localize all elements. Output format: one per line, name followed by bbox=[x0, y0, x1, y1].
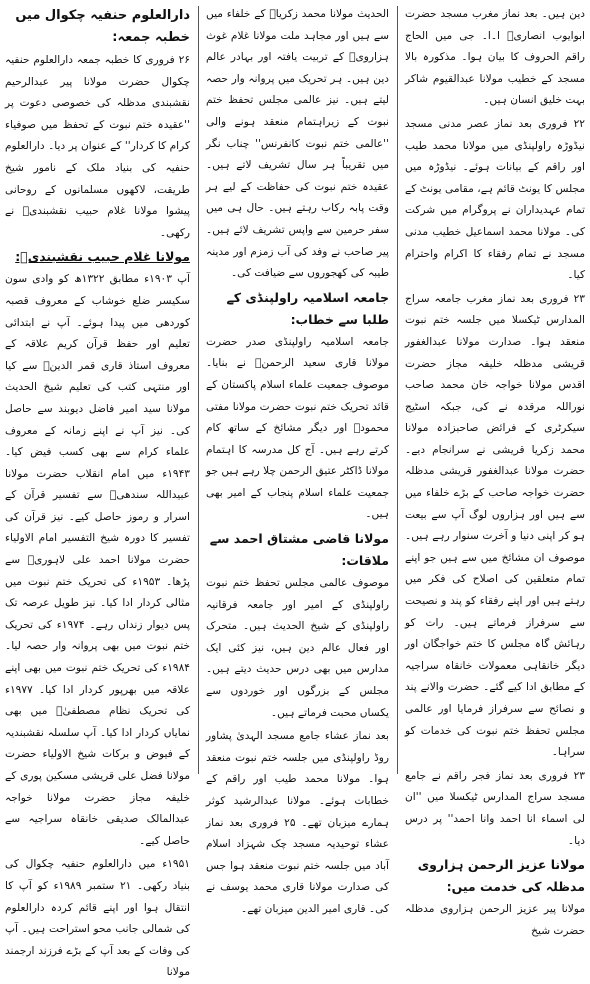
section-heading: مولانا قاضی مشتاق احمد سے ملاقات: bbox=[209, 531, 389, 569]
column-right bbox=[400, 0, 590, 937]
section-heading: مولانا غلام حبیب نقشبندیؒ: bbox=[15, 249, 190, 265]
paragraph: موصوف عالمی مجلس تحفظ ختم نبوت راولپنڈی کے امیر اور جامعہ فرقانیہ راولپنڈی کے شیخ الحدیث ہیں۔ متحرک اور فعال عالم دین ہیں، نیز کئی ایک مدارس میں بھی درس حدیث دیتے ہیں۔ مجلس کے بزرگوں اور خوردوں سے یکساں محبت فرماتے ہیں۔ bbox=[206, 577, 389, 719]
paragraph: ۲۲ فروری بعد نماز عصر مدنی مسجد نیڈوڑہ راولپنڈی میں مولانا محمد طیب اور راقم کے بیانات ہوئے۔ نیڈوڑہ میں مجلس کا یونٹ قائم ہے، مقامی یونٹ کے تمام عہدیداران نے پروگرام میں شرکت کی۔ مولانا محمد اسماعیل خطیب مدنی مسجد نے تمام رفقاء کا اکرام واحترام کیا۔ bbox=[405, 117, 585, 282]
column-left bbox=[0, 0, 195, 979]
section-heading: دارالعلوم حنفیہ چکوال میں خطبہ جمعہ: bbox=[15, 8, 190, 45]
paragraph: ۲۳ فروری بعد نماز مغرب جامعہ سراج المدارس ٹیکسلا میں جلسہ ختم نبوت منعقد ہوا۔ صدارت مولانا عبدالغفور قریشی مدظلہ خلیفہ مجاز حضرت اقدس مولانا خواجہ خان محمد صاحب نوراللہ مرقدہ نے کی، جبکہ اسٹیج سیکرٹری کے فرائض صاحبزادہ مولانا محمد زکریا قریشی نے سرانجام دیے۔ حضرت مولانا عبدالغفور قریشی مدظلہ حضرت خواجہ صاحب کے بڑے خلفاء میں سے ہیں اور ہزاروں لوگ آپ سے بیعت ہو کر اپنی دنیا و آخرت سنوار رہے ہیں۔ موصوف ان مشائخ میں سے ہیں جو اپنے تمام متعلقین کی اصلاح کی فکر میں رہتے ہیں اور اپنے رفقاء کو پند و نصیحت سے سرفراز فرماتے ہیں۔ رات کو رہائش گاہ مجلس کا ختم خواجگان اور دیگر خانقاہی معمولات خانقاہ سراجیہ کے مطابق ادا کیے گئے۔ حضرت والانے پند و نصائح سے سرفراز فرمایا اور عالمی مجلس تحفظ ختم نبوت کی خدمات کو سراہا۔ bbox=[405, 292, 585, 759]
paragraph: بعد نماز عشاء جامع مسجد الہدیٰ پشاور روڈ راولپنڈی میں جلسہ ختم نبوت منعقد ہوا۔ مولانا محمد طیب اور راقم کے خطابات ہوئے۔ مولانا عبدالرشید کوثر ہمارے میزبان تھے۔ ۲۵ فروری بعد نماز عشاء توحیدیہ مسجد چک شہزاد اسلام آباد میں جلسہ ختم نبوت منعقد ہوا جس کی صدارت مولانا قاری محمد یوسف نے کی۔ قاری امیر الدین میزبان تھے۔ bbox=[206, 730, 389, 915]
paragraph: ۱۹۵۱ء میں دارالعلوم حنفیہ چکوال کی بنیاد رکھی۔ ۲۱ ستمبر ۱۹۸۹ء کو آپ کا انتقال ہوا اور اپنے قائم کردہ دارالعلوم کی شمالی جانب محو استراحت ہیں۔ آپ کی وفات کے بعد آپ کے بڑے فرزند ارجمند مولانا bbox=[5, 858, 190, 979]
paragraph: الحدیث مولانا محمد زکریاؒ کے خلفاء میں سے ہیں اور مجاہد ملت مولانا غلام غوث ہزارویؒ کے تربیت یافتہ اور بہادر عالم دین ہیں۔ ہر تحریک میں پروانہ وار حصہ لیتے ہیں۔ نیز عالمی مجلس تحفظ ختم نبوت کے زیراہتمام منعقد ہونے والی ''عالمی ختم نبوت کانفرنس'' چناب نگر میں تقریباً ہر سال تشریف لاتے ہیں۔ عقیدہ ختم نبوت کی حفاظت کے لیے ہر وقت پابہ رکاب رہتے ہیں۔ حال ہی میں سفر حرمین سے واپس تشریف لائے ہیں۔ پیر صاحب نے وفد کی آب زمزم اور مدینہ طیبہ کی کھجوروں سے ضیافت کی۔ bbox=[206, 8, 389, 280]
section-heading: جامعہ اسلامیہ راولپنڈی کے طلبا سے خطاب: bbox=[226, 289, 389, 327]
paragraph: مولانا پیر عزیز الرحمن ہزاروی مدظلہ حضرت شیخ bbox=[405, 903, 585, 937]
paragraph: جامعہ اسلامیہ راولپنڈی صدر حضرت مولانا قاری سعید الرحمنؒ نے بنایا۔ موصوف جمعیت علماء اسلام پاکستان کے قائد تحریک ختم نبوت حضرت مولانا مفتی محمودؒ اور دیگر مشائخ کے ساتھ کام کرتے رہے ہیں۔ آج کل مدرسہ کا اہتمام مولانا ڈاکٹر عتیق الرحمن چلا رہے ہیں جو جمعیت علماء اسلام پنجاب کے امیر بھی ہیں۔ bbox=[206, 335, 389, 521]
column-divider bbox=[198, 6, 199, 774]
section-heading: مولانا عزیز الرحمن ہزاروی مدظلہ کی خدمت میں: bbox=[417, 857, 585, 895]
paragraph: دین ہیں۔ بعد نماز مغرب مسجد حضرت ابوایوب انصاریؓ ا۔ا۔ جی میں الحاج راقم الحروف کا بیان ہوا۔ مذکورہ بالا مسجد کے خطیب مولانا عبدالقیوم شاکر بہت خلیق انسان ہیں۔ bbox=[405, 8, 585, 107]
paragraph: ۲۶ فروری کا خطبہ جمعہ دارالعلوم حنفیہ چکوال حضرت مولانا پیر عبدالرحیم نقشبندی مدظلہ کی خصوصی دعوت پر ''عقیدہ ختم نبوت کے تحفظ میں صوفیاء کرام کا کردار'' کے عنوان پر دیا۔ دارالعلوم حنفیہ کی بنیاد ملک کے نامور شیخ طریقت، لاکھوں مسلمانوں کے روحانی پیشوا مولانا غلام حبیب نقشبندیؒ نے رکھی۔ bbox=[5, 54, 190, 239]
column-middle bbox=[201, 0, 394, 915]
paragraph: آپ ۱۹۰۳ء مطابق ۱۳۲۲ھ کو وادی سون سکیسر ضلع خوشاب کے معروف قصبہ کوردھی میں پیدا ہوئے۔ آپ نے ابتدائی تعلیم اور حفظ قرآن کریم علاقہ کے معروف استاذ قاری قمر الدینؒ سے کیا اور منتہی کتب کی تعلیم شیخ الحدیث مولانا سید امیر فاضل دیوبند سے حاصل کی۔ نیز آپ نے اپنے زمانہ کے معروف علماء کرام سے بھی کسب فیض کیا۔ ۱۹۴۳ء میں امام انقلاب حضرت مولانا عبیداللہ سندھیؒ سے تفسیر قرآن کے اسرار و رموز حاصل کیے۔ نیز قرآن کی تفسیر کا دورہ شیخ التفسیر امام الاولیاء حضرت مولانا احمد علی لاہوریؒ سے پڑھا۔ ۱۹۵۳ء کی تحریک ختم نبوت میں مثالی کردار ادا کیا۔ نیز طویل عرصہ تک پس دیوار زنداں رہے۔ ۱۹۷۴ء کی تحریک ختم نبوت میں بھی پروانہ وار حصہ لیا۔ ۱۹۸۴ء کی تحریک ختم نبوت میں بھی اپنے علاقہ میں بھرپور کردار ادا کیا۔ ۱۹۷۷ء کی تحریک نظام مصطفیٰؐ میں بھی نمایاں کردار ادا کیا۔ آپ سلسلہ نقشبندیہ کے فیوض و برکات شیخ الاولیاء حضرت مولانا فضل علی قریشی مسکین پوری کے خلیفہ مجاز حضرت مولانا خواجہ عبدالمالک صدیقی خانقاہ سراجیہ سے حاصل کیے۔ bbox=[5, 273, 191, 847]
paragraph: ۲۳ فروری بعد نماز فجر راقم نے جامع مسجد سراج المدارس ٹیکسلا میں ''ان لی اسماء انا احمد وانا احمد'' پر درس دیا۔ bbox=[405, 769, 585, 847]
column-divider bbox=[397, 6, 398, 774]
